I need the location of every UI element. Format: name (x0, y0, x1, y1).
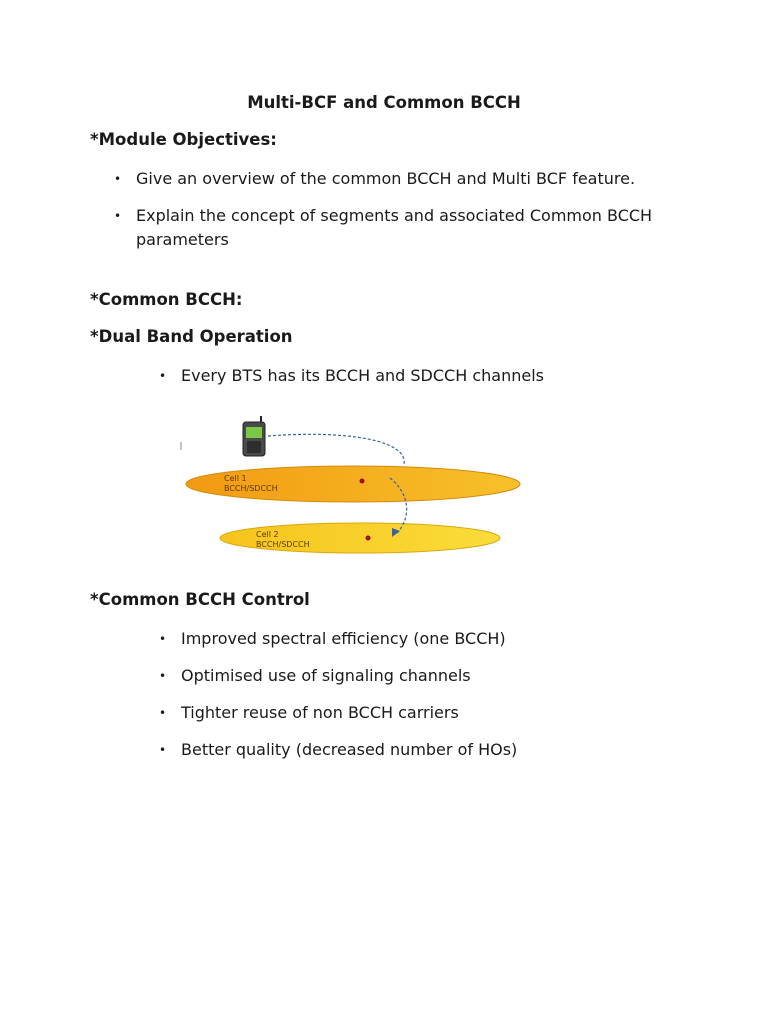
list-item (159, 701, 701, 725)
dual-band-heading: *Dual Band Operation (90, 327, 293, 346)
handover-arrow-1 (268, 434, 404, 464)
common-bcch-heading: *Common BCCH: (90, 290, 243, 309)
bullet-icon: • (159, 632, 167, 646)
common-bcch-control-heading: *Common BCCH Control (90, 590, 310, 609)
dual-band-diagram (176, 414, 526, 556)
dual-band-list (159, 364, 701, 401)
list-item (159, 364, 701, 388)
objective-text: Explain the concept of segments and associated Common BCCH parameters (136, 206, 653, 249)
list-item (114, 167, 676, 191)
list-item (159, 664, 701, 688)
bullet-icon: • (159, 706, 167, 720)
bullet-icon: • (114, 209, 122, 223)
dual-band-text: Every BTS has its BCCH and SDCCH channels (181, 366, 544, 385)
list-item (114, 204, 676, 252)
cell1-label-line2: BCCH/SDCCH (224, 484, 278, 493)
objective-text: Give an overview of the common BCCH and Multi BCF feature. (136, 169, 636, 188)
control-list (159, 627, 701, 775)
bullet-icon: • (159, 743, 167, 757)
list-item (159, 738, 701, 762)
objectives-list (114, 167, 676, 265)
cell2-bts-dot (366, 536, 371, 541)
control-text: Optimised use of signaling channels (181, 666, 471, 685)
bullet-icon: • (159, 369, 167, 383)
page-title: Multi-BCF and Common BCCH (247, 93, 521, 112)
bullet-icon: • (159, 669, 167, 683)
control-text: Improved spectral efficiency (one BCCH) (181, 629, 506, 648)
cell1-bts-dot (360, 479, 365, 484)
cell1-label-line1: Cell 1 (224, 474, 247, 483)
bullet-icon: • (114, 172, 122, 186)
control-text: Better quality (decreased number of HOs) (181, 740, 518, 759)
control-text: Tighter reuse of non BCCH carriers (181, 703, 459, 722)
list-item (159, 627, 701, 651)
cell2-label-line2: BCCH/SDCCH (256, 540, 310, 549)
mobile-phone-icon (243, 416, 265, 456)
cell2-label-line1: Cell 2 (256, 530, 279, 539)
module-objectives-heading: *Module Objectives: (90, 130, 277, 149)
